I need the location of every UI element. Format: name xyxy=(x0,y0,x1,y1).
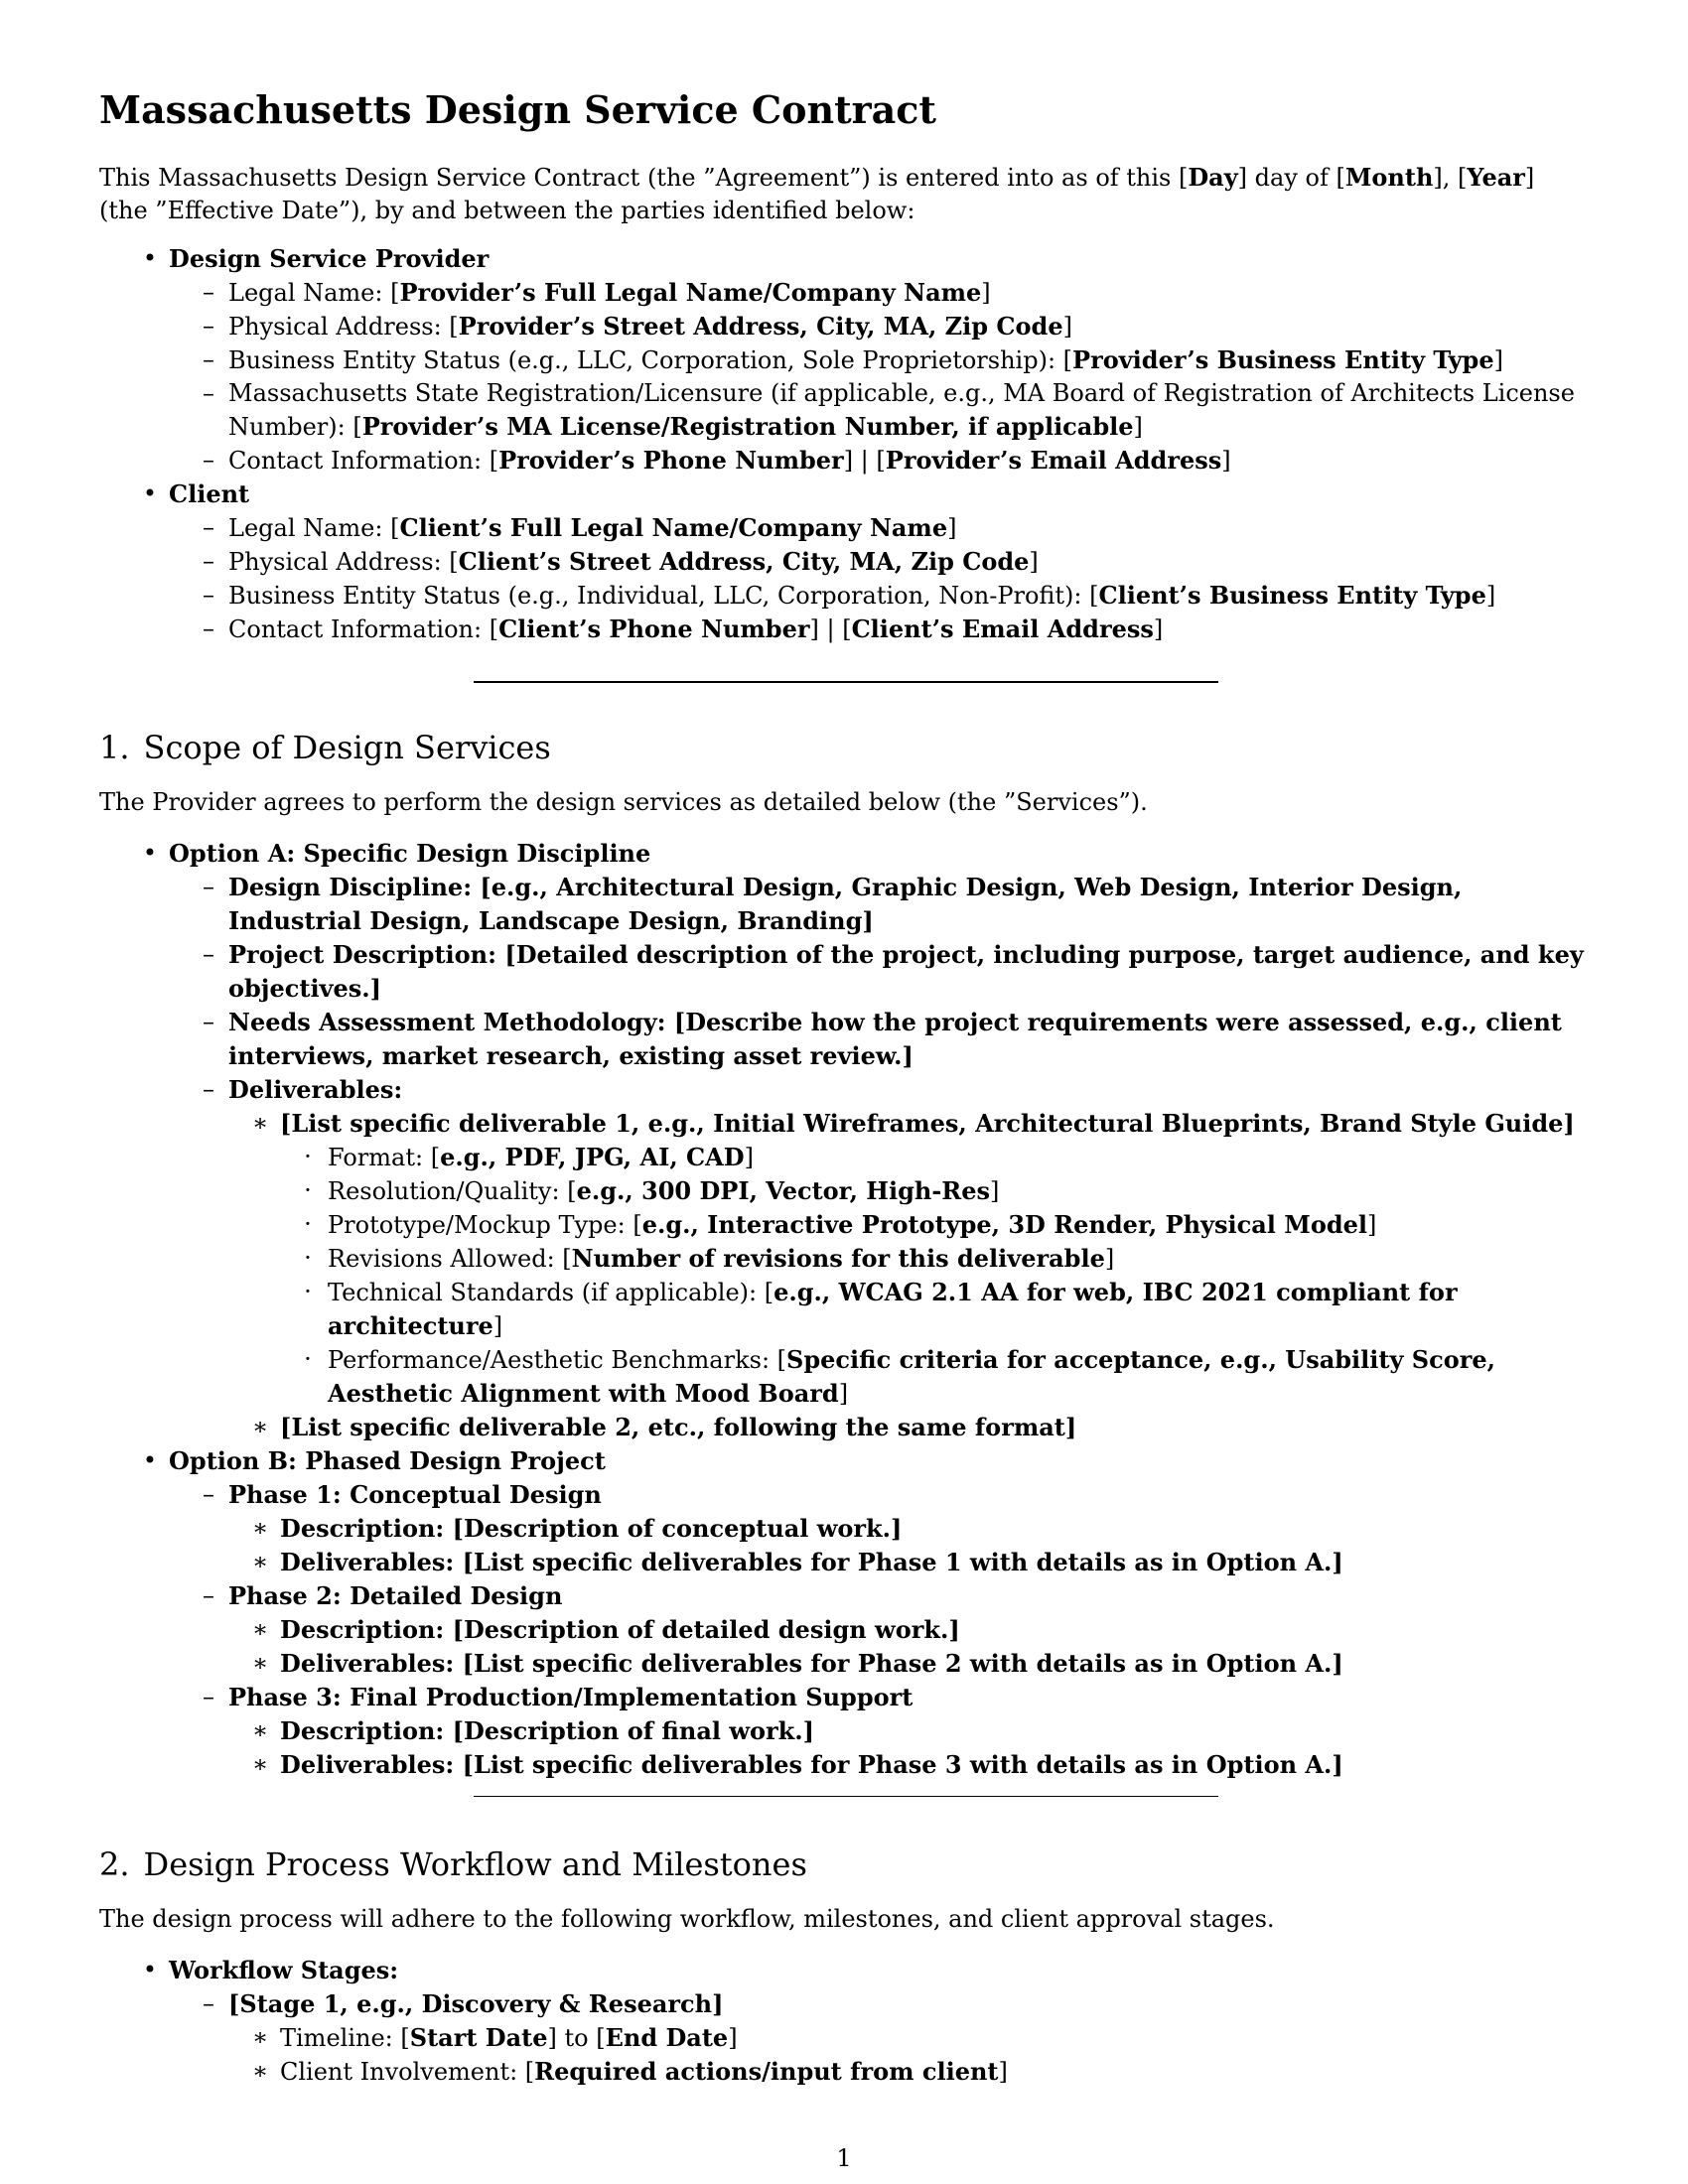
phase-2-description: ∗ Description: [Description of detailed design work.] xyxy=(99,1613,1589,1647)
dash-marker: – xyxy=(203,1008,214,1035)
day-placeholder: Day xyxy=(1188,163,1238,192)
deliverable-prototype: · Prototype/Mockup Type: [e.g., Interactive Prototype, 3D Render, Physical Model] xyxy=(99,1208,1589,1242)
asterisk-marker: ∗ xyxy=(251,1649,269,1677)
phase-1: – Phase 1: Conceptual Design xyxy=(99,1478,1589,1512)
intro-text: ] day of [ xyxy=(1237,164,1345,192)
asterisk-marker: ∗ xyxy=(251,2057,269,2085)
dash-marker: – xyxy=(203,1581,214,1609)
deliverable-format: · Format: [e.g., PDF, JPG, AI, CAD] xyxy=(99,1141,1589,1174)
deliverable-revisions: · Revisions Allowed: [Number of revisions for this deliverable] xyxy=(99,1242,1589,1276)
client-heading: • Client xyxy=(99,478,1589,511)
intro-text: ] (the ”Effective Date”), by and between the parties identified below: xyxy=(99,164,1535,224)
provider-address: – Physical Address: [Provider’s Street Address, City, MA, Zip Code] xyxy=(99,310,1589,343)
option-b-heading: • Option B: Phased Design Project xyxy=(99,1444,1589,1478)
section-1-heading: 1. Scope of Design Services xyxy=(99,729,551,766)
provider-contact: – Contact Information: [Provider’s Phone Number] | [Provider’s Email Address] xyxy=(99,444,1589,478)
client-entity: – Business Entity Status (e.g., Individual, LLC, Corporation, Non-Profit): [Client’s Business Entity Type] xyxy=(99,579,1589,613)
asterisk-marker: ∗ xyxy=(251,1413,269,1440)
provider-entity: – Business Entity Status (e.g., LLC, Corporation, Sole Proprietorship): [Provider’s Business Entity Type] xyxy=(99,343,1589,377)
workflow-list xyxy=(99,1954,1589,2089)
deliverable-standards: · Technical Standards (if applicable): [e.g., WCAG 2.1 AA for web, IBC 2021 compliant for architecture] xyxy=(99,1276,1589,1343)
bullet-marker: • xyxy=(142,1446,158,1474)
asterisk-marker: ∗ xyxy=(251,2023,269,2051)
workflow-heading: • Workflow Stages: xyxy=(99,1954,1589,1987)
stage-1-involvement: ∗ Client Involvement: [Required actions/input from client] xyxy=(99,2055,1589,2089)
design-discipline: – Design Discipline: [e.g., Architectural Design, Graphic Design, Web Design, Interior Design, Industrial Design, Landscape Design, Branding] xyxy=(99,871,1589,938)
dash-marker: – xyxy=(203,940,214,968)
dash-marker: – xyxy=(203,873,214,900)
dash-marker: – xyxy=(203,513,214,541)
deliverable-benchmarks: · Performance/Aesthetic Benchmarks: [Specific criteria for acceptance, e.g., Usability Score, Aesthetic Alignment with Mood Board] xyxy=(99,1343,1589,1411)
section-divider xyxy=(474,681,1218,683)
bullet-marker: • xyxy=(142,1956,158,1983)
phase-1-deliverables: ∗ Deliverables: [List specific deliverables for Phase 1 with details as in Option A.] xyxy=(99,1546,1589,1579)
client-address: – Physical Address: [Client’s Street Address, City, MA, Zip Code] xyxy=(99,545,1589,579)
dot-marker: · xyxy=(304,1278,312,1305)
scope-list xyxy=(99,837,1589,1782)
phase-1-description: ∗ Description: [Description of conceptual work.] xyxy=(99,1512,1589,1546)
dash-marker: – xyxy=(203,614,214,642)
dot-marker: · xyxy=(304,1210,312,1238)
bullet-marker: • xyxy=(142,479,158,507)
dash-marker: – xyxy=(203,581,214,609)
dot-marker: · xyxy=(304,1143,312,1170)
dash-marker: – xyxy=(203,1989,214,2017)
asterisk-marker: ∗ xyxy=(251,1750,269,1778)
dot-marker: · xyxy=(304,1345,312,1373)
page-number: 1 xyxy=(836,2144,852,2172)
intro-text: This Massachusetts Design Service Contract (the ”Agreement”) is entered into as of this [ xyxy=(99,164,1189,192)
dash-marker: – xyxy=(203,1683,214,1710)
phase-2-deliverables: ∗ Deliverables: [List specific deliverables for Phase 2 with details as in Option A.] xyxy=(99,1647,1589,1681)
needs-assessment: – Needs Assessment Methodology: [Describe how the project requirements were assessed, e.g., client interviews, market research, existing asset review.] xyxy=(99,1006,1589,1073)
phase-2: – Phase 2: Detailed Design xyxy=(99,1579,1589,1613)
provider-heading: • Design Service Provider xyxy=(99,242,1589,276)
dash-marker: – xyxy=(203,379,214,407)
phase-3-description: ∗ Description: [Description of final work.] xyxy=(99,1714,1589,1748)
phase-3: – Phase 3: Final Production/Implementation Support xyxy=(99,1681,1589,1714)
dash-marker: – xyxy=(203,446,214,474)
deliverables-heading: – Deliverables: xyxy=(99,1073,1589,1107)
asterisk-marker: ∗ xyxy=(251,1514,269,1542)
project-description: – Project Description: [Detailed description of the project, including purpose, target audience, and key objectives.] xyxy=(99,938,1589,1006)
document-title: Massachusetts Design Service Contract xyxy=(99,87,936,132)
asterisk-marker: ∗ xyxy=(251,1716,269,1744)
option-a-heading: • Option A: Specific Design Discipline xyxy=(99,837,1589,871)
dash-marker: – xyxy=(203,312,214,340)
client-contact: – Contact Information: [Client’s Phone Number] | [Client’s Email Address] xyxy=(99,613,1589,646)
section-divider xyxy=(474,1796,1218,1797)
provider-license: – Massachusetts State Registration/Licensure (if applicable, e.g., MA Board of Registration of Architects License Number): [Provider’s MA License/Registration Number, if applicable] xyxy=(99,377,1589,444)
deliverable-2: ∗ [List specific deliverable 2, etc., following the same format] xyxy=(99,1411,1589,1444)
asterisk-marker: ∗ xyxy=(251,1615,269,1643)
year-placeholder: Year xyxy=(1467,163,1525,192)
section-1-intro: The Provider agrees to perform the design services as detailed below (the ”Services”). xyxy=(99,788,1148,816)
intro-text: ], [ xyxy=(1433,164,1468,192)
dot-marker: · xyxy=(304,1244,312,1272)
dash-marker: – xyxy=(203,547,214,575)
dash-marker: – xyxy=(203,345,214,373)
phase-3-deliverables: ∗ Deliverables: [List specific deliverables for Phase 3 with details as in Option A.] xyxy=(99,1748,1589,1782)
bullet-marker: • xyxy=(142,839,158,867)
client-legal-name: – Legal Name: [Client’s Full Legal Name/Company Name] xyxy=(99,511,1589,545)
deliverable-resolution: · Resolution/Quality: [e.g., 300 DPI, Vector, High-Res] xyxy=(99,1174,1589,1208)
stage-1: – [Stage 1, e.g., Discovery & Research] xyxy=(99,1987,1589,2021)
dash-marker: – xyxy=(203,1075,214,1103)
intro-paragraph xyxy=(99,161,1589,227)
asterisk-marker: ∗ xyxy=(251,1548,269,1575)
bullet-marker: • xyxy=(142,244,158,272)
section-2-intro: The design process will adhere to the following workflow, milestones, and client approval stages. xyxy=(99,1905,1275,1933)
asterisk-marker: ∗ xyxy=(251,1109,269,1137)
section-2-heading: 2. Design Process Workflow and Milestones xyxy=(99,1845,807,1883)
deliverable-1: ∗ [List specific deliverable 1, e.g., Initial Wireframes, Architectural Blueprints, Brand Style Guide] xyxy=(99,1107,1589,1141)
parties-list xyxy=(99,242,1589,646)
dash-marker: – xyxy=(203,278,214,306)
month-placeholder: Month xyxy=(1344,163,1434,192)
dash-marker: – xyxy=(203,1480,214,1508)
dot-marker: · xyxy=(304,1176,312,1204)
stage-1-timeline: ∗ Timeline: [Start Date] to [End Date] xyxy=(99,2021,1589,2055)
provider-legal-name: – Legal Name: [Provider’s Full Legal Name/Company Name] xyxy=(99,276,1589,310)
